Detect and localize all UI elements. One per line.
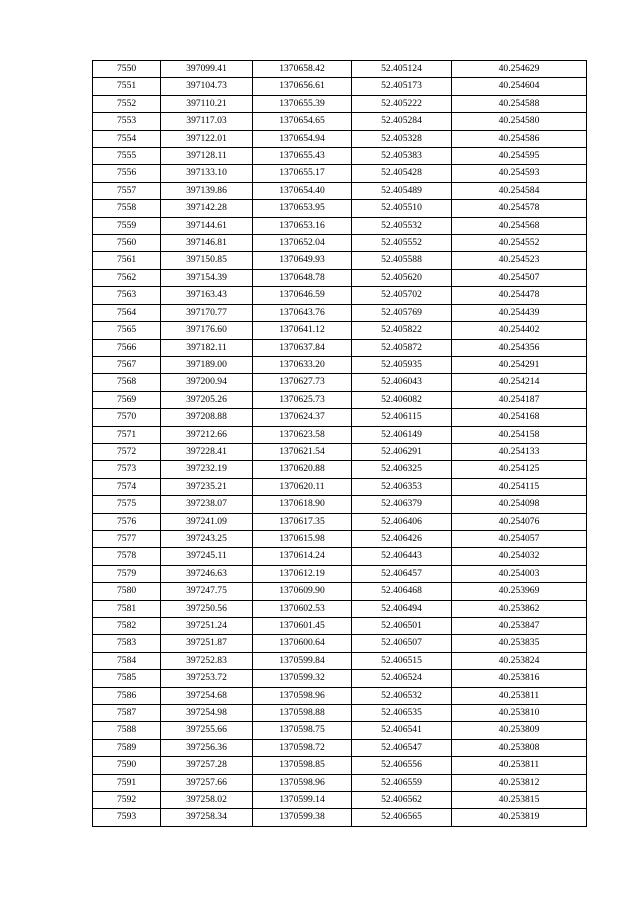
longitude-cell: 40.253811 <box>452 757 587 774</box>
latitude-cell: 52.406559 <box>352 774 452 791</box>
table-row <box>93 513 587 530</box>
x-coordinate-cell: 397257.66 <box>161 774 253 791</box>
y-coordinate-cell: 1370625.73 <box>253 391 352 408</box>
y-coordinate-cell: 1370599.84 <box>253 652 352 669</box>
y-coordinate-cell: 1370654.94 <box>253 130 352 147</box>
table-row <box>93 252 587 269</box>
x-coordinate-cell: 397163.43 <box>161 287 253 304</box>
latitude-cell: 52.406535 <box>352 705 452 722</box>
point-id-cell: 7561 <box>93 252 161 269</box>
longitude-cell: 40.253809 <box>452 722 587 739</box>
latitude-cell: 52.406149 <box>352 426 452 443</box>
x-coordinate-cell: 397257.28 <box>161 757 253 774</box>
x-coordinate-cell: 397208.88 <box>161 409 253 426</box>
y-coordinate-cell: 1370601.45 <box>253 618 352 635</box>
longitude-cell: 40.253835 <box>452 635 587 652</box>
x-coordinate-cell: 397247.75 <box>161 583 253 600</box>
x-coordinate-cell: 397142.28 <box>161 200 253 217</box>
table-row <box>93 600 587 617</box>
longitude-cell: 40.253824 <box>452 652 587 669</box>
y-coordinate-cell: 1370598.72 <box>253 739 352 756</box>
longitude-cell: 40.253862 <box>452 600 587 617</box>
table-row <box>93 635 587 652</box>
latitude-cell: 52.406524 <box>352 670 452 687</box>
y-coordinate-cell: 1370654.40 <box>253 182 352 199</box>
latitude-cell: 52.405620 <box>352 269 452 286</box>
x-coordinate-cell: 397139.86 <box>161 182 253 199</box>
table-row <box>93 530 587 547</box>
table-row <box>93 61 587 78</box>
coordinates-table-body <box>93 61 587 827</box>
x-coordinate-cell: 397189.00 <box>161 356 253 373</box>
point-id-cell: 7568 <box>93 374 161 391</box>
x-coordinate-cell: 397228.41 <box>161 443 253 460</box>
x-coordinate-cell: 397250.56 <box>161 600 253 617</box>
latitude-cell: 52.405702 <box>352 287 452 304</box>
point-id-cell: 7578 <box>93 548 161 565</box>
y-coordinate-cell: 1370654.65 <box>253 113 352 130</box>
latitude-cell: 52.405552 <box>352 235 452 252</box>
y-coordinate-cell: 1370620.88 <box>253 461 352 478</box>
latitude-cell: 52.406501 <box>352 618 452 635</box>
point-id-cell: 7592 <box>93 792 161 809</box>
latitude-cell: 52.406547 <box>352 739 452 756</box>
latitude-cell: 52.406565 <box>352 809 452 826</box>
latitude-cell: 52.406115 <box>352 409 452 426</box>
x-coordinate-cell: 397258.34 <box>161 809 253 826</box>
latitude-cell: 52.406443 <box>352 548 452 565</box>
latitude-cell: 52.406468 <box>352 583 452 600</box>
point-id-cell: 7558 <box>93 200 161 217</box>
x-coordinate-cell: 397235.21 <box>161 478 253 495</box>
point-id-cell: 7586 <box>93 687 161 704</box>
point-id-cell: 7593 <box>93 809 161 826</box>
longitude-cell: 40.254439 <box>452 304 587 321</box>
y-coordinate-cell: 1370598.75 <box>253 722 352 739</box>
latitude-cell: 52.405769 <box>352 304 452 321</box>
x-coordinate-cell: 397251.87 <box>161 635 253 652</box>
point-id-cell: 7550 <box>93 61 161 78</box>
x-coordinate-cell: 397212.66 <box>161 426 253 443</box>
point-id-cell: 7554 <box>93 130 161 147</box>
y-coordinate-cell: 1370656.61 <box>253 78 352 95</box>
x-coordinate-cell: 397238.07 <box>161 496 253 513</box>
longitude-cell: 40.254168 <box>452 409 587 426</box>
longitude-cell: 40.253810 <box>452 705 587 722</box>
latitude-cell: 52.406291 <box>352 443 452 460</box>
point-id-cell: 7582 <box>93 618 161 635</box>
x-coordinate-cell: 397232.19 <box>161 461 253 478</box>
latitude-cell: 52.406426 <box>352 530 452 547</box>
longitude-cell: 40.254580 <box>452 113 587 130</box>
point-id-cell: 7563 <box>93 287 161 304</box>
x-coordinate-cell: 397252.83 <box>161 652 253 669</box>
longitude-cell: 40.253969 <box>452 583 587 600</box>
point-id-cell: 7579 <box>93 565 161 582</box>
longitude-cell: 40.254588 <box>452 95 587 112</box>
x-coordinate-cell: 397146.81 <box>161 235 253 252</box>
y-coordinate-cell: 1370652.04 <box>253 235 352 252</box>
table-row <box>93 809 587 826</box>
point-id-cell: 7565 <box>93 322 161 339</box>
point-id-cell: 7567 <box>93 356 161 373</box>
table-row <box>93 391 587 408</box>
y-coordinate-cell: 1370658.42 <box>253 61 352 78</box>
y-coordinate-cell: 1370627.73 <box>253 374 352 391</box>
table-row <box>93 687 587 704</box>
latitude-cell: 52.405428 <box>352 165 452 182</box>
longitude-cell: 40.254098 <box>452 496 587 513</box>
table-row <box>93 356 587 373</box>
point-id-cell: 7574 <box>93 478 161 495</box>
table-row <box>93 443 587 460</box>
longitude-cell: 40.254356 <box>452 339 587 356</box>
latitude-cell: 52.406562 <box>352 792 452 809</box>
y-coordinate-cell: 1370609.90 <box>253 583 352 600</box>
point-id-cell: 7559 <box>93 217 161 234</box>
point-id-cell: 7570 <box>93 409 161 426</box>
latitude-cell: 52.405173 <box>352 78 452 95</box>
x-coordinate-cell: 397243.25 <box>161 530 253 547</box>
y-coordinate-cell: 1370637.84 <box>253 339 352 356</box>
y-coordinate-cell: 1370649.93 <box>253 252 352 269</box>
table-row <box>93 113 587 130</box>
latitude-cell: 52.406353 <box>352 478 452 495</box>
x-coordinate-cell: 397251.24 <box>161 618 253 635</box>
y-coordinate-cell: 1370618.90 <box>253 496 352 513</box>
table-row <box>93 792 587 809</box>
point-id-cell: 7562 <box>93 269 161 286</box>
y-coordinate-cell: 1370614.24 <box>253 548 352 565</box>
longitude-cell: 40.254595 <box>452 148 587 165</box>
longitude-cell: 40.253815 <box>452 792 587 809</box>
latitude-cell: 52.406406 <box>352 513 452 530</box>
longitude-cell: 40.254133 <box>452 443 587 460</box>
y-coordinate-cell: 1370624.37 <box>253 409 352 426</box>
longitude-cell: 40.253816 <box>452 670 587 687</box>
point-id-cell: 7560 <box>93 235 161 252</box>
latitude-cell: 52.406379 <box>352 496 452 513</box>
longitude-cell: 40.254478 <box>452 287 587 304</box>
table-row <box>93 374 587 391</box>
table-row <box>93 670 587 687</box>
point-id-cell: 7551 <box>93 78 161 95</box>
x-coordinate-cell: 397182.11 <box>161 339 253 356</box>
longitude-cell: 40.254057 <box>452 530 587 547</box>
x-coordinate-cell: 397144.61 <box>161 217 253 234</box>
table-row <box>93 304 587 321</box>
point-id-cell: 7566 <box>93 339 161 356</box>
longitude-cell: 40.254604 <box>452 78 587 95</box>
longitude-cell: 40.254629 <box>452 61 587 78</box>
y-coordinate-cell: 1370621.54 <box>253 443 352 460</box>
point-id-cell: 7585 <box>93 670 161 687</box>
table-row <box>93 461 587 478</box>
x-coordinate-cell: 397253.72 <box>161 670 253 687</box>
x-coordinate-cell: 397128.11 <box>161 148 253 165</box>
table-row <box>93 426 587 443</box>
point-id-cell: 7553 <box>93 113 161 130</box>
point-id-cell: 7557 <box>93 182 161 199</box>
point-id-cell: 7587 <box>93 705 161 722</box>
point-id-cell: 7577 <box>93 530 161 547</box>
table-row <box>93 583 587 600</box>
latitude-cell: 52.405822 <box>352 322 452 339</box>
longitude-cell: 40.254402 <box>452 322 587 339</box>
x-coordinate-cell: 397254.68 <box>161 687 253 704</box>
table-row <box>93 565 587 582</box>
latitude-cell: 52.406082 <box>352 391 452 408</box>
y-coordinate-cell: 1370655.17 <box>253 165 352 182</box>
latitude-cell: 52.405284 <box>352 113 452 130</box>
latitude-cell: 52.405872 <box>352 339 452 356</box>
x-coordinate-cell: 397133.10 <box>161 165 253 182</box>
y-coordinate-cell: 1370655.39 <box>253 95 352 112</box>
latitude-cell: 52.406507 <box>352 635 452 652</box>
table-row <box>93 322 587 339</box>
point-id-cell: 7591 <box>93 774 161 791</box>
longitude-cell: 40.254115 <box>452 478 587 495</box>
table-row <box>93 130 587 147</box>
table-row <box>93 235 587 252</box>
x-coordinate-cell: 397104.73 <box>161 78 253 95</box>
point-id-cell: 7569 <box>93 391 161 408</box>
latitude-cell: 52.406457 <box>352 565 452 582</box>
table-row <box>93 182 587 199</box>
longitude-cell: 40.254158 <box>452 426 587 443</box>
x-coordinate-cell: 397258.02 <box>161 792 253 809</box>
table-row <box>93 496 587 513</box>
y-coordinate-cell: 1370623.58 <box>253 426 352 443</box>
x-coordinate-cell: 397170.77 <box>161 304 253 321</box>
table-row <box>93 478 587 495</box>
latitude-cell: 52.406043 <box>352 374 452 391</box>
y-coordinate-cell: 1370598.96 <box>253 687 352 704</box>
y-coordinate-cell: 1370598.88 <box>253 705 352 722</box>
longitude-cell: 40.254032 <box>452 548 587 565</box>
table-row <box>93 165 587 182</box>
point-id-cell: 7589 <box>93 739 161 756</box>
y-coordinate-cell: 1370648.78 <box>253 269 352 286</box>
longitude-cell: 40.254003 <box>452 565 587 582</box>
latitude-cell: 52.405510 <box>352 200 452 217</box>
x-coordinate-cell: 397122.01 <box>161 130 253 147</box>
latitude-cell: 52.406532 <box>352 687 452 704</box>
latitude-cell: 52.406494 <box>352 600 452 617</box>
point-id-cell: 7575 <box>93 496 161 513</box>
y-coordinate-cell: 1370641.12 <box>253 322 352 339</box>
y-coordinate-cell: 1370633.20 <box>253 356 352 373</box>
table-row <box>93 757 587 774</box>
y-coordinate-cell: 1370600.64 <box>253 635 352 652</box>
y-coordinate-cell: 1370598.85 <box>253 757 352 774</box>
longitude-cell: 40.254552 <box>452 235 587 252</box>
longitude-cell: 40.254187 <box>452 391 587 408</box>
point-id-cell: 7588 <box>93 722 161 739</box>
longitude-cell: 40.253811 <box>452 687 587 704</box>
table-row <box>93 739 587 756</box>
table-row <box>93 548 587 565</box>
longitude-cell: 40.254584 <box>452 182 587 199</box>
table-row <box>93 217 587 234</box>
longitude-cell: 40.253808 <box>452 739 587 756</box>
x-coordinate-cell: 397256.36 <box>161 739 253 756</box>
x-coordinate-cell: 397154.39 <box>161 269 253 286</box>
table-row <box>93 339 587 356</box>
table-row <box>93 705 587 722</box>
y-coordinate-cell: 1370599.38 <box>253 809 352 826</box>
y-coordinate-cell: 1370602.53 <box>253 600 352 617</box>
latitude-cell: 52.405532 <box>352 217 452 234</box>
x-coordinate-cell: 397150.85 <box>161 252 253 269</box>
table-row <box>93 148 587 165</box>
table-row <box>93 269 587 286</box>
x-coordinate-cell: 397205.26 <box>161 391 253 408</box>
point-id-cell: 7576 <box>93 513 161 530</box>
y-coordinate-cell: 1370646.59 <box>253 287 352 304</box>
latitude-cell: 52.405383 <box>352 148 452 165</box>
longitude-cell: 40.254125 <box>452 461 587 478</box>
latitude-cell: 52.406515 <box>352 652 452 669</box>
table-row <box>93 78 587 95</box>
point-id-cell: 7581 <box>93 600 161 617</box>
longitude-cell: 40.254568 <box>452 217 587 234</box>
table-row <box>93 722 587 739</box>
longitude-cell: 40.254507 <box>452 269 587 286</box>
point-id-cell: 7555 <box>93 148 161 165</box>
y-coordinate-cell: 1370599.32 <box>253 670 352 687</box>
longitude-cell: 40.253812 <box>452 774 587 791</box>
x-coordinate-cell: 397110.21 <box>161 95 253 112</box>
point-id-cell: 7572 <box>93 443 161 460</box>
table-row <box>93 409 587 426</box>
table-row <box>93 618 587 635</box>
point-id-cell: 7564 <box>93 304 161 321</box>
longitude-cell: 40.254593 <box>452 165 587 182</box>
table-row <box>93 774 587 791</box>
point-id-cell: 7552 <box>93 95 161 112</box>
latitude-cell: 52.405588 <box>352 252 452 269</box>
latitude-cell: 52.405222 <box>352 95 452 112</box>
longitude-cell: 40.254076 <box>452 513 587 530</box>
coordinates-table <box>92 60 587 827</box>
point-id-cell: 7584 <box>93 652 161 669</box>
y-coordinate-cell: 1370617.35 <box>253 513 352 530</box>
table-row <box>93 287 587 304</box>
point-id-cell: 7590 <box>93 757 161 774</box>
latitude-cell: 52.406541 <box>352 722 452 739</box>
latitude-cell: 52.405328 <box>352 130 452 147</box>
longitude-cell: 40.254578 <box>452 200 587 217</box>
x-coordinate-cell: 397246.63 <box>161 565 253 582</box>
point-id-cell: 7573 <box>93 461 161 478</box>
y-coordinate-cell: 1370599.14 <box>253 792 352 809</box>
x-coordinate-cell: 397241.09 <box>161 513 253 530</box>
latitude-cell: 52.405935 <box>352 356 452 373</box>
latitude-cell: 52.406325 <box>352 461 452 478</box>
y-coordinate-cell: 1370598.96 <box>253 774 352 791</box>
table-row <box>93 652 587 669</box>
y-coordinate-cell: 1370612.19 <box>253 565 352 582</box>
longitude-cell: 40.253847 <box>452 618 587 635</box>
point-id-cell: 7583 <box>93 635 161 652</box>
point-id-cell: 7556 <box>93 165 161 182</box>
y-coordinate-cell: 1370655.43 <box>253 148 352 165</box>
x-coordinate-cell: 397099.41 <box>161 61 253 78</box>
x-coordinate-cell: 397254.98 <box>161 705 253 722</box>
longitude-cell: 40.254214 <box>452 374 587 391</box>
longitude-cell: 40.253819 <box>452 809 587 826</box>
y-coordinate-cell: 1370643.76 <box>253 304 352 321</box>
point-id-cell: 7580 <box>93 583 161 600</box>
longitude-cell: 40.254586 <box>452 130 587 147</box>
x-coordinate-cell: 397255.66 <box>161 722 253 739</box>
latitude-cell: 52.405124 <box>352 61 452 78</box>
y-coordinate-cell: 1370620.11 <box>253 478 352 495</box>
x-coordinate-cell: 397200.94 <box>161 374 253 391</box>
table-row <box>93 200 587 217</box>
point-id-cell: 7571 <box>93 426 161 443</box>
y-coordinate-cell: 1370653.95 <box>253 200 352 217</box>
x-coordinate-cell: 397176.60 <box>161 322 253 339</box>
latitude-cell: 52.406556 <box>352 757 452 774</box>
latitude-cell: 52.405489 <box>352 182 452 199</box>
y-coordinate-cell: 1370615.98 <box>253 530 352 547</box>
table-row <box>93 95 587 112</box>
x-coordinate-cell: 397245.11 <box>161 548 253 565</box>
longitude-cell: 40.254523 <box>452 252 587 269</box>
x-coordinate-cell: 397117.03 <box>161 113 253 130</box>
y-coordinate-cell: 1370653.16 <box>253 217 352 234</box>
longitude-cell: 40.254291 <box>452 356 587 373</box>
